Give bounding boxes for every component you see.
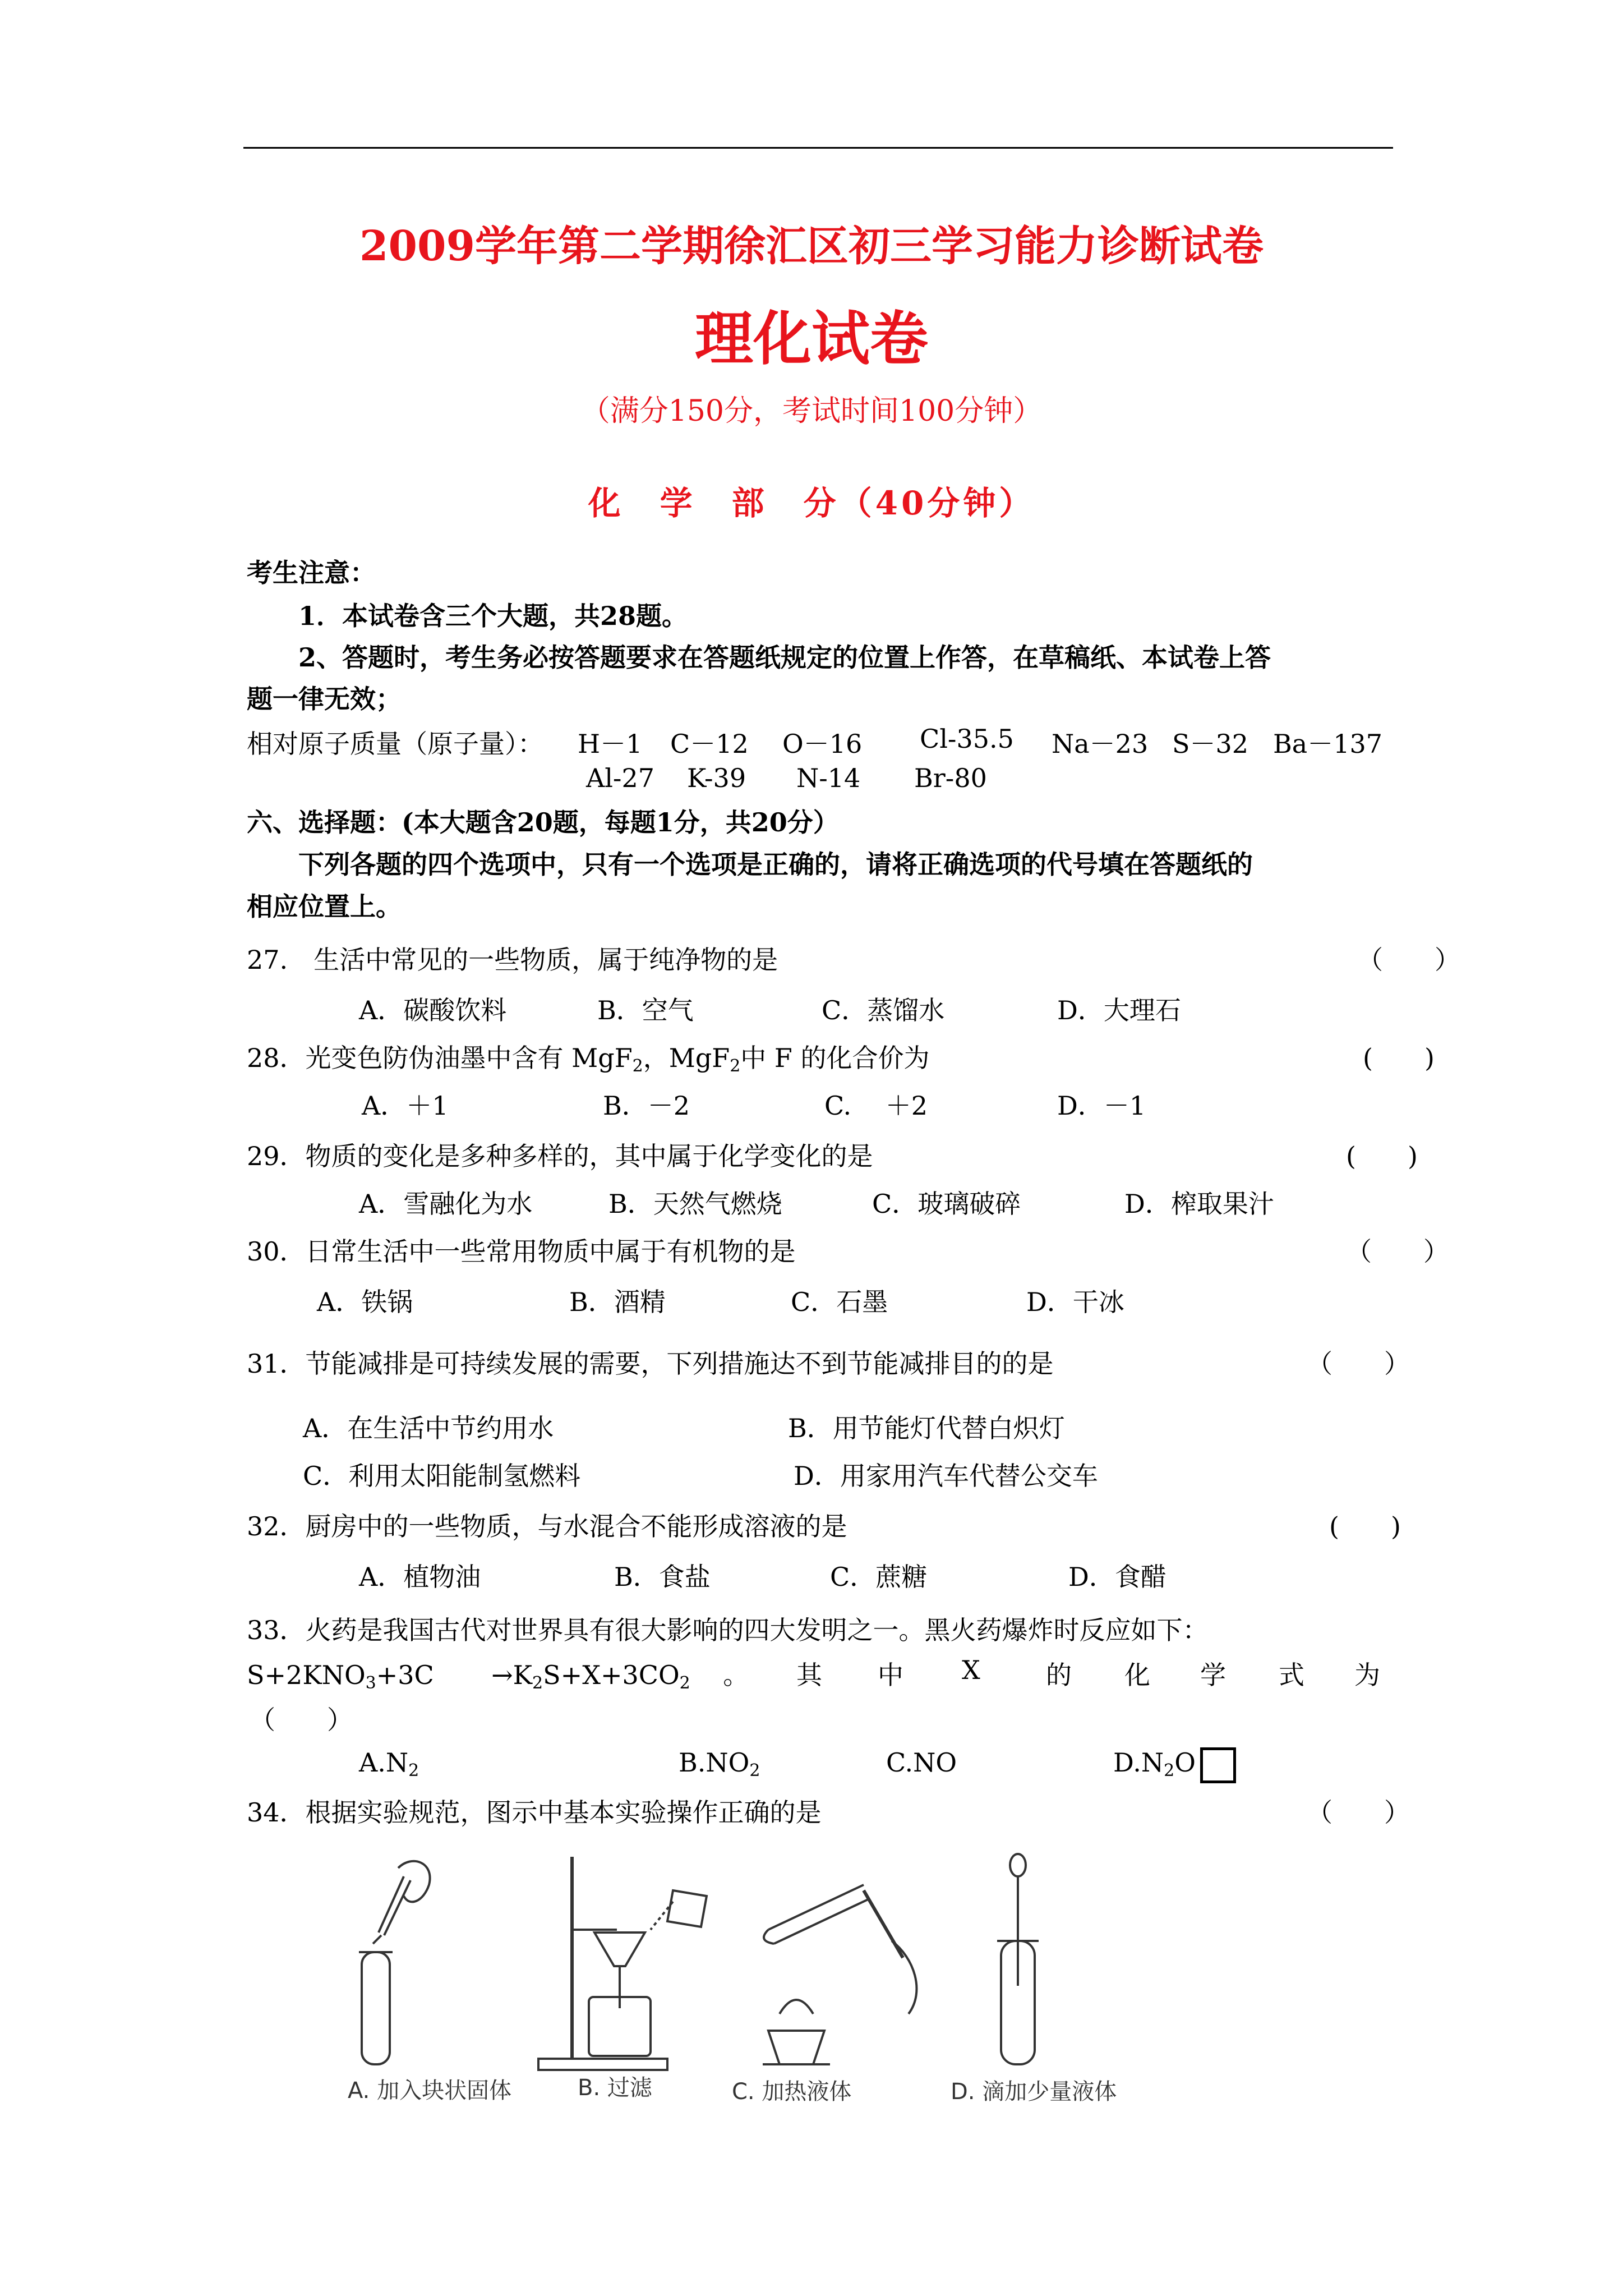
atomic-mass-o: O－16 [782, 729, 863, 759]
figure-label-a: A. 加入块状固体 [348, 2078, 512, 2104]
exam-subtitle: （满分150分，考试时间100分钟） [580, 394, 1043, 428]
q33-stem-word-1: 其 [796, 1660, 822, 1690]
atomic-mass-s: S－32 [1172, 729, 1249, 759]
q31-answer-paren[interactable]: （ ） [1307, 1349, 1410, 1379]
section-title: 化 学 部 分（40分钟） [588, 484, 1035, 522]
q32-stem: 32．厨房中的一些物质，与水混合不能形成溶液的是 [247, 1511, 847, 1542]
q31-stem: 31．节能减排是可持续发展的需要，下列措施达不到节能减排目的的是 [247, 1349, 1054, 1379]
q34-answer-paren[interactable]: （ ） [1307, 1797, 1410, 1828]
atomic-mass-al: Al-27 [586, 763, 655, 793]
q28-answer-paren[interactable]: ( ) [1363, 1043, 1435, 1073]
q33-equation: $S+2KNO_3+3C$ $\to K_2S+X+3CO_2$ 。 [247, 1660, 749, 1693]
q31-option-d[interactable]: D．用家用汽车代替公交车 [794, 1461, 1098, 1491]
notice-item-2-line1: 2、答题时，考生务必按答题要求在答题纸规定的位置上作答，在草稿纸、本试卷上答 [298, 642, 1271, 673]
q28-option-a[interactable]: A．＋1 [362, 1091, 449, 1121]
q33-stem-word-7: 式 [1279, 1660, 1304, 1690]
q33-option-c[interactable]: C.NO [886, 1747, 957, 1778]
q30-stem: 30．日常生活中一些常用物质中属于有机物的是 [247, 1236, 796, 1267]
q29-option-c[interactable]: C．玻璃破碎 [872, 1189, 1021, 1219]
q33-option-b[interactable]: $B.NO_2$ [679, 1747, 760, 1780]
figure-label-d: D. 滴加少量液体 [951, 2079, 1117, 2104]
q34-experiment-figure [314, 1846, 1155, 2104]
option-c-heating-liquid-illustration [763, 1885, 916, 2064]
q29-option-b[interactable]: B．天然气燃烧 [608, 1189, 782, 1219]
part6-instructions-line1: 下列各题的四个选项中，只有一个选项是正确的，请将正确选项的代号填在答题纸的 [298, 849, 1253, 880]
q27-stem: 27. 生活中常见的一些物质，属于纯净物的是 [247, 945, 778, 975]
exam-subject-title: 理化试卷 [694, 304, 928, 373]
q29-option-d[interactable]: D．榨取果汁 [1124, 1189, 1274, 1219]
atomic-mass-cl: Cl-35.5 [920, 724, 1014, 754]
q33-stem-word-3: X [962, 1655, 980, 1685]
notice-heading: 考生注意： [247, 558, 376, 588]
q32-option-a[interactable]: A．植物油 [359, 1562, 481, 1592]
q31-option-c[interactable]: C．利用太阳能制氢燃料 [303, 1461, 581, 1491]
q33-stem-word-8: 为 [1354, 1660, 1380, 1690]
option-b-filtration-illustration [538, 1857, 707, 2070]
q32-answer-paren[interactable]: ( ) [1329, 1511, 1401, 1542]
top-rule [243, 147, 1393, 149]
q32-option-d[interactable]: D．食醋 [1068, 1562, 1166, 1592]
atomic-mass-ba: Ba－137 [1273, 729, 1383, 759]
q33-stem-word-5: 化 [1124, 1660, 1150, 1690]
q28-option-b[interactable]: B．－2 [603, 1091, 690, 1121]
q33-answer-box[interactable] [1200, 1747, 1236, 1783]
atomic-mass-na: Na－23 [1052, 729, 1149, 759]
atomic-mass-h: H－1 [578, 729, 643, 759]
q27-option-a[interactable]: A．碳酸饮料 [359, 995, 507, 1025]
q33-stem-word-6: 学 [1200, 1660, 1226, 1690]
q27-option-c[interactable]: C．蒸馏水 [822, 995, 945, 1025]
figure-label-b: B. 过滤 [578, 2075, 652, 2101]
q33-stem-word-4: 的 [1046, 1660, 1072, 1690]
q28-stem: 28．光变色防伪油墨中含有 MgF$_2$，MgF$_2$中 F 的化合价为 [247, 1043, 930, 1076]
q27-option-d[interactable]: D．大理石 [1057, 995, 1181, 1025]
option-a-test-tube-illustration [359, 1861, 430, 2064]
q33-stem-word-2: 中 [878, 1660, 903, 1690]
figure-label-c: C. 加热液体 [732, 2079, 852, 2104]
q28-option-d[interactable]: D．－1 [1057, 1091, 1146, 1121]
q28-option-c[interactable]: C. ＋2 [824, 1091, 928, 1121]
q29-option-a[interactable]: A．雪融化为水 [359, 1189, 533, 1219]
notice-item-2-line2: 题一律无效； [247, 684, 402, 714]
option-d-dropper-illustration [997, 1854, 1039, 2064]
q30-answer-paren[interactable]: （ ） [1346, 1236, 1449, 1267]
q29-answer-paren[interactable]: ( ) [1346, 1141, 1418, 1171]
part6-instructions-line2: 相应位置上。 [247, 891, 402, 922]
q29-stem: 29．物质的变化是多种多样的，其中属于化学变化的是 [247, 1141, 873, 1171]
q33-stem: 33．火药是我国古代对世界具有很大影响的四大发明之一。黑火药爆炸时反应如下： [247, 1615, 1209, 1645]
q27-option-b[interactable]: B．空气 [597, 995, 694, 1025]
atomic-mass-k: K-39 [687, 763, 746, 793]
q27-answer-paren[interactable]: （ ） [1357, 945, 1460, 975]
atomic-mass-n: N-14 [796, 763, 861, 793]
q30-option-b[interactable]: B．酒精 [569, 1287, 666, 1317]
notice-item-1: 1．本试卷含三个大题，共28题。 [298, 601, 688, 631]
atomic-mass-label: 相对原子质量（原子量）： [247, 729, 543, 759]
atomic-mass-c: C－12 [670, 729, 749, 759]
q32-option-b[interactable]: B．食盐 [614, 1562, 711, 1592]
exam-title: 2009学年第二学期徐汇区初三学习能力诊断试卷 [359, 222, 1264, 270]
q31-option-a[interactable]: A．在生活中节约用水 [303, 1413, 554, 1443]
q34-stem: 34．根据实验规范，图示中基本实验操作正确的是 [247, 1797, 822, 1828]
q33-option-a[interactable]: $A.N_2$ [359, 1747, 419, 1780]
q30-option-d[interactable]: D．干冰 [1026, 1287, 1124, 1317]
atomic-mass-br: Br-80 [914, 763, 987, 793]
q30-option-a[interactable]: A．铁锅 [317, 1287, 413, 1317]
q33-option-d[interactable]: $D.N_2O$ [1113, 1747, 1196, 1780]
q30-option-c[interactable]: C．石墨 [791, 1287, 888, 1317]
q32-option-c[interactable]: C．蔗糖 [830, 1562, 928, 1592]
part6-heading: 六、选择题：(本大题含20题，每题1分，共20分） [247, 807, 839, 838]
q33-answer-paren[interactable]: （ ） [250, 1705, 353, 1735]
q31-option-b[interactable]: B．用节能灯代替白炽灯 [788, 1413, 1065, 1443]
